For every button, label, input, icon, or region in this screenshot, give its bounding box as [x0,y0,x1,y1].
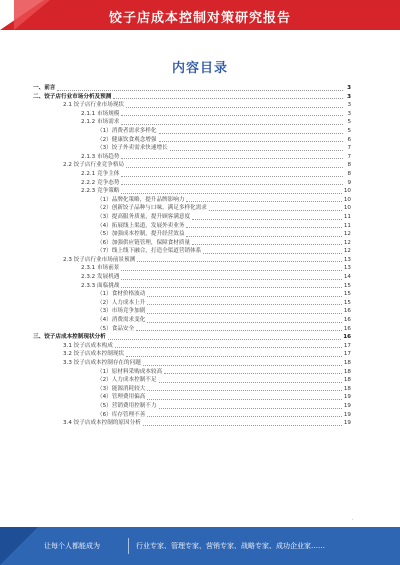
toc-entry-page: 7 [347,153,351,160]
toc-entry[interactable] [33,282,351,291]
toc-entry-page: 3 [347,102,351,109]
toc-entry[interactable] [33,385,351,394]
toc-entry-label: （2）人力成本上升 [97,299,146,306]
toc-entry-label: 2.2 饺子店行业竞争格局 [63,162,125,169]
toc-leader-dots [121,279,341,280]
toc-entry[interactable] [33,127,351,136]
toc-leader-dots [121,124,343,125]
toc-entry[interactable] [33,290,351,299]
toc-entry[interactable] [33,247,351,256]
toc-entry-page: 3 [347,93,351,100]
footer-slogan-left: 让每个人都能成为 [44,542,100,550]
toc-entry[interactable] [33,393,351,402]
toc-entry[interactable] [33,299,351,308]
toc-entry[interactable] [33,256,351,265]
toc-entry-page: 12 [343,239,351,246]
toc-leader-dots [57,90,343,91]
toc-entry-label: 3.1 饺子店成本构成 [63,342,113,349]
toc-entry[interactable] [33,170,351,179]
toc-entry[interactable] [33,118,351,127]
toc-leader-dots [164,373,342,374]
toc-leader-dots [147,296,342,297]
toc-entry-page: 18 [343,360,351,366]
toc-entry[interactable] [33,239,351,248]
toc-entry[interactable] [33,136,351,145]
toc-entry[interactable] [33,230,351,239]
toc-entry-page: 16 [343,317,351,324]
toc-entry[interactable] [33,368,351,377]
toc-entry[interactable] [33,325,351,334]
toc-entry-page: 18 [343,368,351,375]
toc-entry-page: 5 [347,119,351,126]
toc-entry-label: 2.3.1 市场前景 [81,265,120,272]
toc-entry-page: 10 [343,205,351,212]
toc-entry[interactable] [33,179,351,188]
toc-entry[interactable] [33,101,351,110]
toc-entry[interactable] [33,359,351,368]
toc-entry-label: （2）人力成本控制不足 [97,377,157,384]
toc-entry-label: （6）库存管理不善 [97,411,146,418]
toc-entry[interactable] [33,213,351,222]
toc-entry[interactable] [33,196,351,205]
toc-entry-page: 11 [343,222,351,229]
footer-corner-decoration [0,527,38,565]
toc-entry[interactable] [33,333,351,342]
toc-title: 内容目录 [171,61,228,76]
toc-leader-dots [121,270,341,271]
toc-entry-label: 3.3 饺子店成本控制存在的问题 [63,360,141,366]
toc-entry-page: 6 [347,136,351,143]
toc-entry-label: （5）营销费用控制不力 [97,402,157,409]
toc-entry-page: 19 [343,411,351,418]
toc-entry-page: 16 [343,325,351,332]
toc-entry-page: 17 [343,342,351,349]
header-bar [0,0,400,30]
toc-entry-label: 三、饺子店成本控制现状分析 [33,334,106,341]
toc-leader-dots [126,107,343,108]
toc-entry-label: 2.2.1 竞争主体 [81,170,120,177]
toc-entry-label: （6）加强供应链管理，保障食材质量 [97,239,191,246]
toc-entry[interactable] [33,273,351,282]
toc-entry-page: 8 [347,170,351,177]
toc-entry-page: 13 [343,265,351,272]
toc-leader-dots [113,98,343,99]
toc-leader-dots [147,322,342,323]
toc-entry-page: 3 [347,110,351,117]
toc-entry[interactable] [33,93,351,102]
toc-entry-label: （5）食品安全 [97,325,135,332]
toc-entry[interactable] [33,342,351,351]
toc-entry-label: （7）线上线下融合，打造全渠道营销体系 [97,248,202,255]
toc-entry-label: 2.1.1 市场规模 [81,110,120,117]
footer-divider [128,538,129,554]
toc-entry-label: （5）加强成本控制，提升经营效益 [97,231,185,238]
toc-leader-dots [147,313,342,314]
toc-entry-label: （1）原材料采购成本较高 [97,368,163,375]
toc-leader-dots [159,408,342,409]
table-of-contents [33,84,351,428]
toc-leader-dots [147,304,342,305]
toc-entry-page: 12 [343,248,351,255]
toc-entry-label: 3.4 饺子店成本控制的原因分析 [63,420,141,427]
toc-entry-label: （4）拓展线上渠道，发展外卖业务 [97,222,185,229]
toc-entry-page: 15 [343,291,351,298]
toc-leader-dots [159,382,342,383]
toc-entry-label: （1）品牌化策略，提升品牌影响力 [97,196,185,203]
toc-entry-page: 13 [343,256,351,263]
toc-entry[interactable] [33,84,351,93]
toc-leader-dots [121,176,343,177]
toc-leader-dots [170,150,343,151]
toc-entry-label: 2.3.3 面临挑战 [81,282,120,289]
toc-leader-dots [186,236,341,237]
toc-entry-label: （1）消费者需求多样化 [97,127,157,134]
toc-entry[interactable] [33,376,351,385]
toc-entry-label: 2.1 饺子店行业市场现状 [63,102,125,109]
toc-leader-dots [115,347,342,348]
toc-entry-page: 10 [343,188,351,195]
toc-leader-dots [108,339,341,340]
toc-entry-label: （3）提高服务质量，提升顾客满意度 [97,213,191,220]
toc-entry[interactable] [33,204,351,213]
toc-entry-label: （3）饺子外卖需求快速增长 [97,145,168,152]
toc-entry-label: （2）创新饺子品种与口味，满足多样化需求 [97,205,207,212]
toc-entry-page: 10 [343,196,351,203]
toc-entry[interactable] [33,187,351,196]
toc-leader-dots [186,201,341,202]
page-marker: · [352,517,354,523]
toc-entry[interactable] [33,307,351,316]
toc-entry-page: 16 [343,308,351,315]
toc-leader-dots [203,253,342,254]
toc-entry-label: 3.2 饺子店成本控制现状 [63,351,125,358]
toc-entry-label: （3）能源消耗较大 [97,385,146,392]
toc-leader-dots [192,219,342,220]
toc-leader-dots [159,141,344,142]
toc-entry-label: 2.1.3 市场趋势 [81,153,120,160]
toc-entry[interactable] [33,350,351,359]
toc-leader-dots [186,227,341,228]
toc-entry[interactable] [33,264,351,273]
toc-entry-page: 15 [343,282,351,289]
toc-entry[interactable] [33,153,351,162]
toc-leader-dots [121,115,343,116]
toc-entry-label: 二、饺子店行业市场分析及预测 [33,93,112,100]
footer-slogan-right: 行业专家、管理专家、营销专家、战略专家、成功企业家…… [136,542,325,550]
toc-entry-page: 3 [347,85,351,91]
toc-entry-page: 18 [343,377,351,384]
toc-entry[interactable] [33,222,351,231]
toc-entry-label: 2.3 饺子店行业市场前景预测 [63,256,136,263]
toc-entry[interactable] [33,402,351,411]
toc-entry[interactable] [33,161,351,170]
toc-leader-dots [147,416,342,417]
toc-entry[interactable] [33,110,351,119]
toc-entry-label: 一、前言 [33,85,56,91]
toc-entry-page: 11 [343,213,351,220]
toc-entry-label: 2.2.3 竞争策略 [81,188,120,195]
toc-entry-page: 7 [347,145,351,152]
toc-entry[interactable] [33,144,351,153]
toc-entry-label: 2.1.2 市场需求 [81,119,120,126]
toc-leader-dots [121,158,343,159]
toc-entry-label: （2）健康饮食观念增强 [97,136,157,143]
toc-leader-dots [121,184,343,185]
toc-entry[interactable] [33,419,351,428]
toc-entry-page: 19 [343,402,351,409]
toc-leader-dots [136,330,342,331]
toc-entry-page: 14 [343,274,351,281]
toc-entry-page: 15 [343,299,351,306]
toc-entry-page: 19 [343,420,351,427]
toc-entry[interactable] [33,411,351,420]
toc-leader-dots [126,356,342,357]
toc-leader-dots [121,193,341,194]
toc-leader-dots [143,425,342,426]
toc-leader-dots [209,210,342,211]
toc-entry-page: 12 [343,231,351,238]
toc-entry-label: 2.2.2 竞争态势 [81,179,120,186]
toc-entry-page: 16 [343,334,351,341]
toc-entry-page: 8 [347,162,351,169]
document-title: 饺子店成本控制对策研究报告 [108,11,291,26]
toc-entry-label: （1）食材价格波动 [97,291,146,298]
toc-leader-dots [159,133,344,134]
footer-bar [0,527,400,565]
toc-entry-page: 19 [343,394,351,401]
toc-entry-label: （3）市场竞争加剧 [97,308,146,315]
toc-entry-label: （4）消费需求变化 [97,317,146,324]
toc-leader-dots [147,399,342,400]
toc-leader-dots [137,261,342,262]
toc-entry-page: 5 [347,127,351,134]
toc-leader-dots [143,365,342,366]
toc-leader-dots [147,390,342,391]
toc-entry-page: 17 [343,351,351,358]
toc-leader-dots [192,244,342,245]
toc-entry-label: （4）管理费用偏高 [97,394,146,401]
toc-entry-label: 2.3.2 发展机遇 [81,274,120,281]
toc-entry-page: 18 [343,385,351,392]
toc-leader-dots [121,287,341,288]
toc-entry[interactable] [33,316,351,325]
toc-leader-dots [126,167,343,168]
toc-entry-page: 9 [347,179,351,186]
